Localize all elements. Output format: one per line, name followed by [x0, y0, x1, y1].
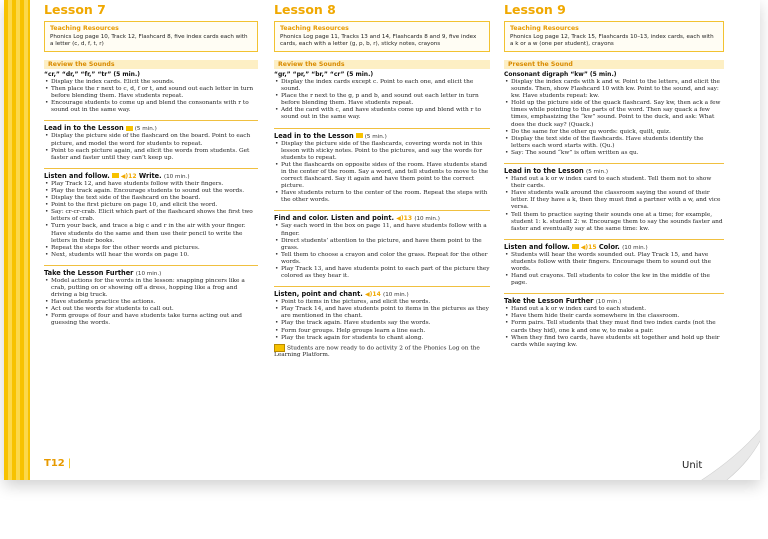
lesson-further-heading: [44, 265, 258, 277]
resources-heading: Teaching Resources: [280, 25, 349, 32]
list-item: • Display the picture side of the flashcard on the board. Point to each picture, and model the word for students to repeat.: [51, 133, 258, 147]
list-item: • Play Track 13, and have students point to each part of the picture they colored as they hear it.: [281, 266, 490, 280]
audio-icon: ◀): [120, 172, 129, 180]
lead-in-heading: [274, 128, 490, 140]
list-item: • Tell them to practice saying their sounds one at a time; for example, student 1: k. student 2: w. Encourage them to say the sounds faster and faster and eventually say at the same time: kw.: [511, 212, 724, 233]
list-item: • Say each word in the box on page 11, and have students follow with a finger.: [281, 223, 490, 237]
list-item: • Display the picture side of the flashcards, covering words not in this lesson with sticky notes. Point to the pictures, and say the words for students to repeat.: [281, 141, 490, 162]
book-icon: [572, 244, 579, 249]
listen-follow-heading: [44, 168, 258, 180]
listen-list: [504, 252, 724, 287]
list-item: • Play Track 12, and have students follow with their fingers.: [51, 181, 258, 188]
review-sounds-subtitle: “gr,” “pr,” “br,” “cr” (5 min.): [274, 71, 374, 78]
list-item: • Add the card with c, and have students come up and blend with r to sound out in the same way.: [281, 107, 490, 121]
further-time: (10 min.): [595, 299, 622, 306]
page-edge-stripe: [4, 0, 30, 480]
lead-in-list: [504, 176, 724, 233]
review-sounds-bar: Review the Sounds: [274, 60, 490, 69]
lead-in-title: Lead in to the Lesson: [274, 131, 354, 140]
list-item: • Display the index cards. Elicit the sounds.: [51, 79, 258, 86]
unit-label: Unit: [682, 460, 703, 471]
list-item: • Display the text side of the flashcards. Have students identify the letters each word starts with. (Qu.): [511, 136, 724, 150]
page-curl-icon: [684, 412, 760, 480]
color-label: Color.: [598, 242, 620, 251]
list-item: • Next, students will hear the words on page 10.: [51, 252, 258, 259]
listen-list: [44, 181, 258, 259]
review-list: [274, 79, 490, 122]
audio-icon: ◀): [365, 291, 373, 299]
review-sounds-bar: Review the Sounds: [44, 60, 258, 69]
list-item: • Have students practice the actions.: [51, 299, 258, 306]
list-item: • Display the index cards except c. Point to each one, and elicit the sound.: [281, 79, 490, 93]
present-sound-title: Present the Sound: [508, 61, 573, 68]
list-item: • Direct students’ attention to the picture, and have them point to the grass.: [281, 238, 490, 252]
chant-title: Listen, point and chant.: [274, 290, 363, 299]
track-number: 15: [588, 243, 597, 251]
present-sound-bar: [504, 60, 724, 69]
list-item: • Put the flashcards on opposite sides of the room. Have students stand in the center of the room. Say a word, and tell students to move to the correct flashcard. Say it again and have them point to the correct picture.: [281, 162, 490, 190]
list-item: • When they find two cards, have students sit together and hold up their cards while saying kw.: [511, 335, 724, 349]
page-number: [44, 458, 71, 469]
list-item: • Hand out crayons. Tell students to color the kw in the middle of the page.: [511, 273, 724, 287]
further-list: [44, 278, 258, 328]
list-item: • Have students walk around the classroom saying the sound of their letter. If they have a k, then they must find a partner with a w, and vice versa.: [511, 190, 724, 211]
list-item: • Act out the words for students to call out.: [51, 306, 258, 313]
list-item: • Place the r next to the g, p and b, and sound out each letter in turn before blending them. Have students repeat.: [281, 93, 490, 107]
chant-list: [274, 299, 490, 342]
chant-heading: [274, 286, 490, 298]
page-number-text: T12: [44, 458, 65, 469]
list-item: • Point to each picture again, and elicit the words from students. Get faster and faster until they can’t keep up.: [51, 148, 258, 162]
page-number-divider: |: [67, 458, 72, 469]
write-label: Write.: [138, 171, 162, 180]
further-title: Take the Lesson Further: [504, 297, 594, 306]
lead-in-title: Lead in to the Lesson: [504, 167, 584, 176]
list-item: • Have them hide their cards somewhere in the classroom.: [511, 313, 724, 320]
lead-in-heading: [504, 163, 724, 175]
listen-follow-heading: [504, 239, 724, 251]
list-item: • Hand out a k or w index card to each student.: [511, 306, 724, 313]
listen-time: (10 min.): [163, 173, 190, 180]
list-item: • Students will hear the words sounded out. Play Track 15, and have students follow with their fingers. Encourage them to sound out the words.: [511, 252, 724, 273]
resources-text: Phonics Log page 11, Tracks 13 and 14, Flashcards 8 and 9, five index cards, each with a letter (g, p, b, r), sticky notes, crayons: [280, 34, 477, 47]
list-item: • Play the track again. Encourage students to sound out the words.: [51, 188, 258, 195]
lesson-7-column: [44, 0, 258, 470]
resources-text: Phonics Log page 12, Track 15, Flashcards 10–13, index cards, each with a k or a w (one per student), crayons: [510, 34, 714, 47]
further-time: (10 min.): [135, 270, 162, 277]
audio-icon: ◀): [396, 215, 404, 223]
lead-in-title: Lead in to the Lesson: [44, 124, 124, 133]
lead-in-time: (5 min.): [134, 126, 157, 133]
list-item: • Point to items in the pictures, and elicit the words.: [281, 299, 490, 306]
present-list: [504, 79, 724, 157]
list-item: • Form groups of four and have students take turns acting out and guessing the words.: [51, 313, 258, 327]
list-item: • Display the text side of the flashcard on the board.: [51, 195, 258, 202]
list-item: • Play the track again. Have students say the words.: [281, 320, 490, 327]
chant-time: (10 min.): [383, 292, 409, 299]
list-item: • Display the index cards with k and w. Point to the letters, and elicit the sounds. Then, show Flashcard 10 with kw. Point to the sound, and say: kw. Have students repeat: kw.: [511, 79, 724, 100]
resources-heading: Teaching Resources: [510, 25, 579, 32]
teacher-guide-spread: [4, 0, 760, 480]
list-item: • Encourage students to come up and blend the consonants with r to sound out in the same way.: [51, 100, 258, 114]
book-icon: [112, 173, 119, 178]
list-item: • Turn your back, and trace a big c and r in the air with your finger. Have students do the same and then use their pencil to write the letters in their books.: [51, 223, 258, 244]
find-color-title: Find and color. Listen and point.: [274, 214, 394, 223]
list-item: • Hold up the picture side of the quack flashcard. Say kw, then ack a few times while pointing to the parts of the word. Then say quack a few times, emphasizing the “kw” sound. Point to the duck, and ask: What does the duck say? (Quack.): [511, 100, 724, 128]
lead-in-time: (5 min.): [586, 169, 609, 176]
track-number: 12: [128, 172, 137, 180]
listen-follow-title: Listen and follow.: [504, 242, 570, 251]
listen-time: (10 min.): [622, 244, 648, 251]
list-item: • Form pairs. Tell students that they must find two index cards (not the cards they hid), one k and one w, to make a pair.: [511, 320, 724, 334]
lesson-8-resources-box: [274, 21, 490, 52]
list-item: • Do the same for the other qu words: quick, quilt, quiz.: [511, 129, 724, 136]
track-number: 13: [403, 215, 413, 223]
list-item: • Then place the r next to c, d, f or t, and sound out each letter in turn before blending them. Have students repeat.: [51, 86, 258, 100]
find-time: (10 min.): [414, 216, 440, 223]
list-item: • Play Track 14, and have students point to items in the pictures as they are mentioned in the chant.: [281, 306, 490, 320]
lead-in-list: [274, 141, 490, 205]
list-item: • Have students return to the center of the room. Repeat the steps with the other words.: [281, 190, 490, 204]
lesson-7-resources-box: [44, 21, 258, 52]
track-number: 14: [372, 291, 381, 299]
lesson-9-resources-box: [504, 21, 724, 52]
present-sound-subtitle: Consonant digraph “kw” (5 min.): [504, 71, 617, 78]
lead-in-list: [44, 133, 258, 161]
list-item: • Form four groups. Help groups learn a line each.: [281, 328, 490, 335]
review-sounds-subtitle: “cr,” “dr,” “fr,” “tr” (5 min.): [44, 71, 140, 78]
audio-icon: ◀): [580, 243, 589, 251]
further-title: Take the Lesson Further: [44, 268, 134, 277]
list-item: • Say: The sound “kw” is often written as qu.: [511, 150, 724, 157]
laptop-icon: [274, 344, 285, 352]
find-list: [274, 223, 490, 280]
lesson-9-title: Lesson 9: [504, 2, 566, 17]
list-item: • Repeat the steps for the other words and pictures.: [51, 245, 258, 252]
list-item: • Model actions for the words in the lesson: snapping pincers like a crab, putting on or showing off a dress, hopping like a frog and driving a big truck.: [51, 278, 258, 299]
list-item: • Tell them to choose a crayon and color the grass. Repeat for the other words.: [281, 252, 490, 266]
listen-follow-title: Listen and follow.: [44, 171, 110, 180]
lead-in-heading: [44, 120, 258, 132]
lesson-8-column: [274, 0, 490, 470]
list-item: • Point to the first picture on page 10, and elicit the word.: [51, 202, 258, 209]
lesson-further-heading: [504, 293, 724, 305]
lesson-7-title: Lesson 7: [44, 2, 106, 17]
find-color-heading: [274, 210, 490, 222]
lesson-9-column: [504, 0, 724, 470]
platform-note-text: Students are now ready to do activity 2 of the Phonics Log on the Learning Platform.: [274, 345, 480, 359]
flashcard-icon: [356, 133, 363, 138]
list-item: • Play the track again for students to chant along.: [281, 335, 490, 342]
lesson-8-title: Lesson 8: [274, 2, 336, 17]
list-item: • Say: cr-cr-crab. Elicit which part of the flashcard shows the first two letters of crab.: [51, 209, 258, 223]
flashcard-icon: [126, 126, 133, 131]
platform-note: [274, 344, 490, 360]
resources-heading: Teaching Resources: [50, 25, 119, 32]
review-list: [44, 79, 258, 114]
list-item: • Hand out a k or w index card to each student. Tell them not to show their cards.: [511, 176, 724, 190]
lead-in-time: (5 min.): [364, 133, 387, 140]
further-list: [504, 306, 724, 349]
resources-text: Phonics Log page 10, Track 12, Flashcard 8, five index cards each with a letter (c, d, f, t, r): [50, 34, 248, 47]
